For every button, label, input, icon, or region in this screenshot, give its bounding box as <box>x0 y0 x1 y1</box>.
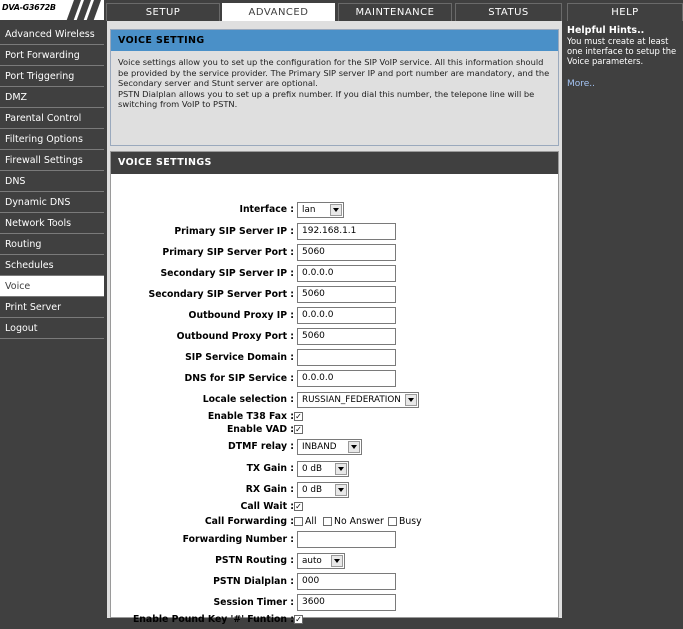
call-forwarding-label: Call Forwarding : <box>204 516 294 527</box>
dtmf-select[interactable] <box>297 439 362 455</box>
sidebar-item-dynamic-dns[interactable]: Dynamic DNS <box>0 192 104 213</box>
tab-status[interactable]: STATUS <box>455 3 562 21</box>
pound-key-row <box>111 611 560 629</box>
intro-description <box>111 51 558 110</box>
dtmf-value: INBAND <box>302 442 337 452</box>
sidebar-item-logout[interactable]: Logout <box>0 318 104 339</box>
dtmf-row <box>111 438 560 456</box>
secondary-ip-label: Secondary SIP Server IP : <box>160 268 294 279</box>
locale-select[interactable] <box>297 392 419 408</box>
sidebar-item-filtering-options[interactable]: Filtering Options <box>0 129 104 150</box>
intro-paragraph: PSTN Dialplan allows you to set up a prefix number. If you dial this number, the telepone line will be switching from VoIP to PSTN. <box>118 88 535 109</box>
call-wait-label: Call Wait : <box>240 501 294 512</box>
sidebar-item-print-server[interactable]: Print Server <box>0 297 104 318</box>
model-name: DVA-G3672B <box>2 3 56 12</box>
forward-busy-checkbox[interactable] <box>388 517 397 526</box>
hints-title: Helpful Hints.. <box>567 25 645 36</box>
locale-row <box>111 391 560 409</box>
sidebar-item-schedules[interactable]: Schedules <box>0 255 104 276</box>
proxy-port-input[interactable]: 5060 <box>297 328 396 345</box>
primary-port-input[interactable]: 5060 <box>297 244 396 261</box>
vad-checkbox[interactable]: ✓ <box>295 425 302 434</box>
tx-gain-row <box>111 460 560 478</box>
helpful-hints-panel <box>565 21 683 618</box>
brand-logo <box>0 0 104 20</box>
chevron-down-icon <box>335 484 347 496</box>
interface-label: Interface : <box>239 204 294 215</box>
rx-gain-row <box>111 481 560 499</box>
pound-key-checkbox[interactable]: ✓ <box>295 615 302 624</box>
dtmf-label: DTMF relay : <box>228 441 294 452</box>
primary-ip-input[interactable]: 192.168.1.1 <box>297 223 396 240</box>
sidebar-item-port-triggering[interactable]: Port Triggering <box>0 66 104 87</box>
sip-domain-row <box>111 349 560 367</box>
forward-all-label: All <box>305 516 317 527</box>
secondary-port-row <box>111 286 560 304</box>
secondary-port-label: Secondary SIP Server Port : <box>148 289 294 300</box>
voice-settings-form <box>110 151 559 625</box>
tab-maintenance[interactable]: MAINTENANCE <box>338 3 452 21</box>
tx-gain-select[interactable] <box>297 461 349 477</box>
interface-select[interactable] <box>297 202 344 218</box>
chevron-down-icon <box>331 555 343 567</box>
vad-row <box>111 421 560 439</box>
primary-ip-label: Primary SIP Server IP : <box>174 226 294 237</box>
sidebar-item-dmz[interactable]: DMZ <box>0 87 104 108</box>
t38-label: Enable T38 Fax : <box>207 411 294 422</box>
top-navigation <box>0 0 683 21</box>
session-timer-input[interactable]: 3600 <box>297 594 396 611</box>
more-link[interactable]: More.. <box>567 79 596 89</box>
session-timer-label: Session Timer : <box>213 597 294 608</box>
sidebar-item-dns[interactable]: DNS <box>0 171 104 192</box>
dns-sip-label: DNS for SIP Service : <box>184 373 294 384</box>
main-content <box>107 21 562 625</box>
sip-domain-input[interactable] <box>297 349 396 366</box>
dns-sip-row <box>111 370 560 388</box>
rx-gain-label: RX Gain : <box>245 484 294 495</box>
hints-body: You must create at least one interface to setup the Voice parameters. <box>567 36 677 66</box>
primary-port-label: Primary SIP Server Port : <box>162 247 294 258</box>
tx-gain-label: TX Gain : <box>246 463 294 474</box>
locale-value: RUSSIAN_FEDERATION <box>302 395 401 405</box>
intro-title: VOICE SETTING <box>111 30 558 51</box>
forward-no-answer-label: No Answer <box>334 516 384 527</box>
pstn-routing-value: auto <box>302 556 322 566</box>
proxy-port-label: Outbound Proxy Port : <box>176 331 294 342</box>
forwarding-number-label: Forwarding Number : <box>182 534 294 545</box>
forward-no-answer-checkbox[interactable] <box>323 517 332 526</box>
secondary-ip-input[interactable]: 0.0.0.0 <box>297 265 396 282</box>
pstn-routing-select[interactable] <box>297 553 345 569</box>
vad-label: Enable VAD : <box>226 424 294 435</box>
voice-setting-intro <box>110 29 559 146</box>
pstn-dialplan-input[interactable]: 000 <box>297 573 396 590</box>
rx-gain-value: 0 dB <box>302 485 323 495</box>
proxy-port-row <box>111 328 560 346</box>
forward-all-checkbox[interactable] <box>294 517 303 526</box>
dns-sip-input[interactable]: 0.0.0.0 <box>297 370 396 387</box>
proxy-ip-label: Outbound Proxy IP : <box>188 310 294 321</box>
interface-row <box>111 201 560 219</box>
forward-busy-label: Busy <box>399 516 422 527</box>
pstn-dialplan-row <box>111 573 560 591</box>
primary-port-row <box>111 244 560 262</box>
proxy-ip-row <box>111 307 560 325</box>
secondary-ip-row <box>111 265 560 283</box>
sidebar-item-parental-control[interactable]: Parental Control <box>0 108 104 129</box>
locale-label: Locale selection : <box>202 394 294 405</box>
intro-paragraph: Voice settings allow you to set up the configuration for the SIP VoIP service. All this information should be provided by the service provider. The Primary SIP server IP and port number are mandatory, and the Secondary server and Stunt server are optional. <box>118 57 550 88</box>
sidebar-item-network-tools[interactable]: Network Tools <box>0 213 104 234</box>
tab-help[interactable]: HELP <box>567 3 683 21</box>
tab-advanced[interactable]: ADVANCED <box>222 3 335 21</box>
sidebar-item-firewall-settings[interactable]: Firewall Settings <box>0 150 104 171</box>
chevron-down-icon <box>405 394 417 406</box>
call-wait-checkbox[interactable]: ✓ <box>295 502 302 511</box>
sidebar-item-voice[interactable]: Voice <box>0 276 104 297</box>
t38-checkbox[interactable]: ✓ <box>295 412 302 421</box>
chevron-down-icon <box>335 463 347 475</box>
secondary-port-input[interactable]: 5060 <box>297 286 396 303</box>
pstn-routing-row <box>111 552 560 570</box>
sidebar-item-advanced-wireless[interactable]: Advanced Wireless <box>0 24 104 45</box>
pstn-routing-label: PSTN Routing : <box>215 555 294 566</box>
sidebar <box>0 24 104 339</box>
interface-value: lan <box>302 205 316 215</box>
settings-title: VOICE SETTINGS <box>111 152 558 174</box>
session-timer-row <box>111 594 560 612</box>
call-forwarding-row <box>111 513 560 531</box>
forwarding-number-row <box>111 531 560 549</box>
pstn-dialplan-label: PSTN Dialplan : <box>213 576 294 587</box>
sip-domain-label: SIP Service Domain : <box>185 352 294 363</box>
rx-gain-select[interactable] <box>297 482 349 498</box>
tab-setup[interactable]: SETUP <box>106 3 220 21</box>
sidebar-item-routing[interactable]: Routing <box>0 234 104 255</box>
sidebar-item-port-forwarding[interactable]: Port Forwarding <box>0 45 104 66</box>
tx-gain-value: 0 dB <box>302 464 323 474</box>
chevron-down-icon <box>348 441 360 453</box>
primary-ip-row <box>111 223 560 241</box>
forwarding-number-input[interactable] <box>297 531 396 548</box>
proxy-ip-input[interactable]: 0.0.0.0 <box>297 307 396 324</box>
pound-key-label: Enable Pound Key '#' Funtion : <box>132 614 294 625</box>
chevron-down-icon <box>330 204 342 216</box>
